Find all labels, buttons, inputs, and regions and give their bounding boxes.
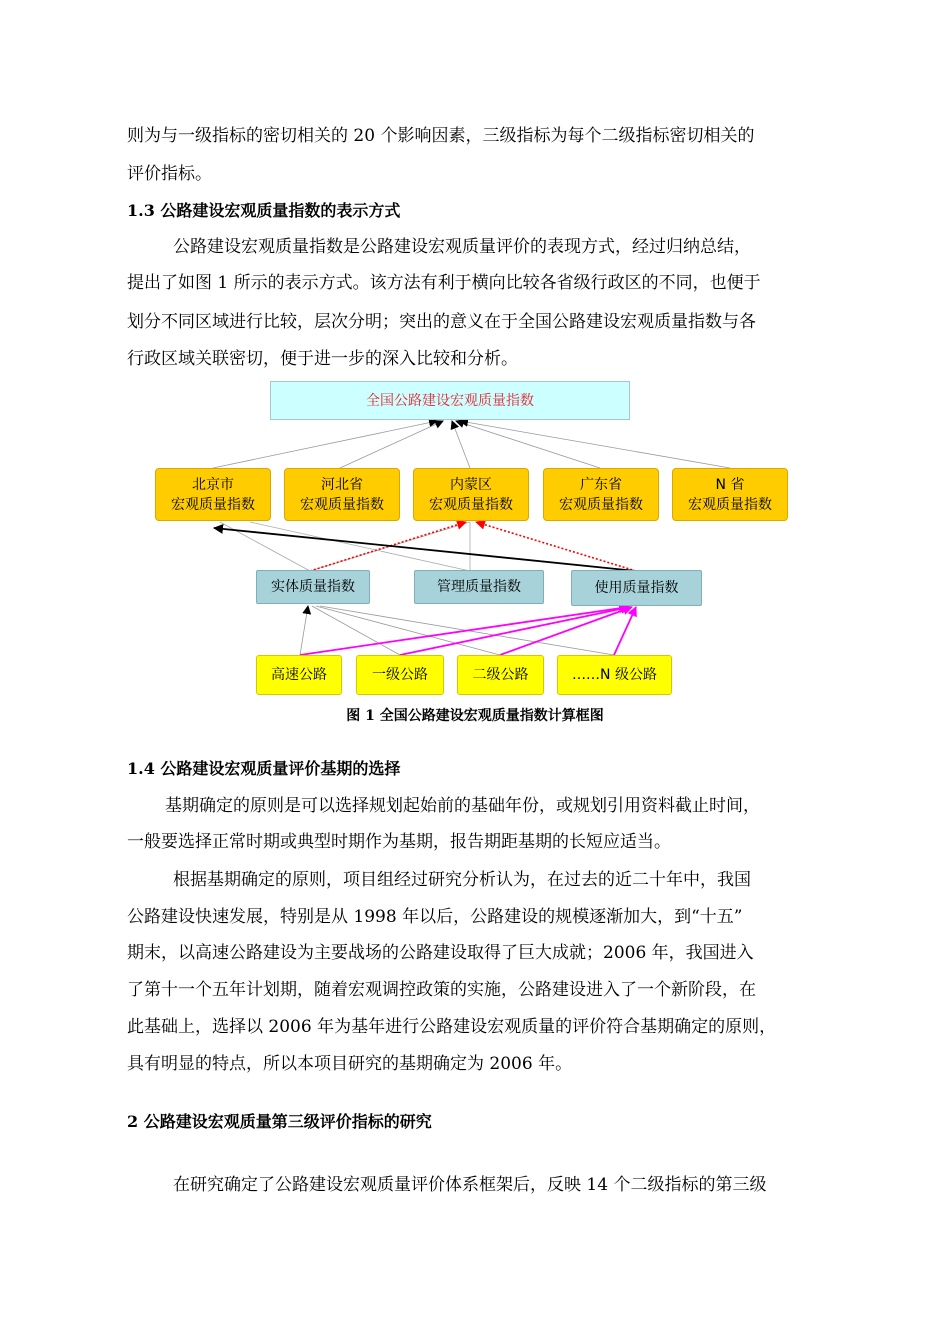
section-heading-1-4: 1.4 公路建设宏观质量评价基期的选择 [127, 759, 401, 778]
paragraph-line: 根据基期确定的原则，项目组经过研究分析认为，在过去的近二十年中，我国 [173, 870, 751, 890]
paragraph-line: 评价指标。 [127, 164, 212, 184]
province-box-beijing [155, 468, 271, 521]
province-name: 广东省 [580, 476, 622, 493]
index-label: 实体质量指数 [271, 579, 355, 595]
province-index-label: 宏观质量指数 [429, 496, 513, 513]
magenta-arrow [400, 607, 630, 655]
province-name: 北京市 [192, 476, 234, 493]
province-box-neimeng [413, 468, 529, 521]
road-label: 一级公路 [372, 667, 428, 683]
paragraph-line: 期末，以高速公路建设为主要战场的公路建设取得了巨大成就；2006 年，我国进入 [127, 943, 754, 963]
paragraph-line: 在研究确定了公路建设宏观质量评价体系框架后，反映 14 个二级指标的第三级 [173, 1175, 767, 1195]
connector-line [456, 421, 600, 468]
paragraph-line: 此基础上，选择以 2006 年为基年进行公路建设宏观质量的评价符合基期确定的原则， [127, 1017, 777, 1037]
connector-line [460, 421, 730, 468]
road-box-class-1 [356, 655, 444, 695]
paragraph-line: 公路建设快速发展，特别是从 1998 年以后，公路建设的规模逐渐加大，到“十五” [127, 907, 743, 927]
national-index-box [270, 381, 630, 420]
road-label: 二级公路 [472, 667, 529, 683]
province-index-label: 宏观质量指数 [559, 496, 643, 513]
paragraph-line: 则为与一级指标的密切相关的 20 个影响因素，三级指标为每个二级指标密切相关的 [127, 126, 755, 146]
province-box-guangdong [543, 468, 659, 521]
road-box-class-2 [457, 655, 544, 695]
paragraph-line: 一般要选择正常时期或典型时期作为基期，报告期距基期的长短应适当。 [127, 832, 671, 852]
province-box-n [672, 468, 788, 521]
paragraph-line: 基期确定的原则是可以选择规划起始前的基础年份，或规划引用资料截止时间， [165, 796, 760, 816]
connector-line [452, 421, 470, 468]
paragraph-line: 公路建设宏观质量指数是公路建设宏观质量评价的表现方式，经过归纳总结， [173, 237, 751, 257]
index-label: 管理质量指数 [437, 579, 521, 595]
magenta-arrow [614, 607, 636, 655]
road-box-expressway [256, 655, 342, 695]
section-heading-1-3: 1.3 公路建设宏观质量指数的表示方式 [127, 201, 401, 220]
entity-quality-index-box [256, 570, 370, 604]
magenta-arrow [300, 607, 628, 655]
figure-caption: 图 1 全国公路建设宏观质量指数计算框图 [346, 708, 604, 724]
province-name: 内蒙区 [450, 476, 492, 493]
index-label: 使用质量指数 [594, 580, 679, 596]
usage-quality-index-box [571, 570, 702, 606]
province-name: 河北省 [321, 476, 363, 493]
management-quality-index-box [414, 570, 544, 604]
paragraph-line: 划分不同区域进行比较，层次分明；突出的意义在于全国公路建设宏观质量指数与各 [127, 312, 756, 332]
road-label: 高速公路 [271, 667, 327, 683]
paragraph-line: 行政区域关联密切，便于进一步的深入比较和分析。 [127, 349, 518, 369]
province-name: N 省 [715, 476, 745, 493]
province-box-hebei [284, 468, 400, 521]
connector-line [250, 522, 470, 571]
magenta-arrow [500, 607, 632, 655]
province-index-label: 宏观质量指数 [171, 496, 255, 513]
paragraph-line: 具有明显的特点，所以本项目研究的基期确定为 2006 年。 [127, 1054, 573, 1074]
connector-line [300, 606, 308, 655]
province-index-label: 宏观质量指数 [300, 496, 384, 513]
connector-line [340, 421, 443, 468]
road-box-class-n [557, 655, 672, 695]
section-heading-2: 2 公路建设宏观质量第三级评价指标的研究 [127, 1112, 432, 1131]
province-index-label: 宏观质量指数 [688, 496, 772, 513]
road-label: ……N 级公路 [572, 667, 657, 683]
paragraph-line: 提出了如图 1 所示的表示方式。该方法有利于横向比较各省级行政区的不同，也便于 [127, 273, 761, 293]
paragraph-line: 了第十一个五年计划期，随着宏观调控政策的实施，公路建设进入了一个新阶段，在 [127, 980, 756, 1000]
connector-line [213, 421, 437, 468]
national-index-label: 全国公路建设宏观质量指数 [366, 392, 534, 409]
